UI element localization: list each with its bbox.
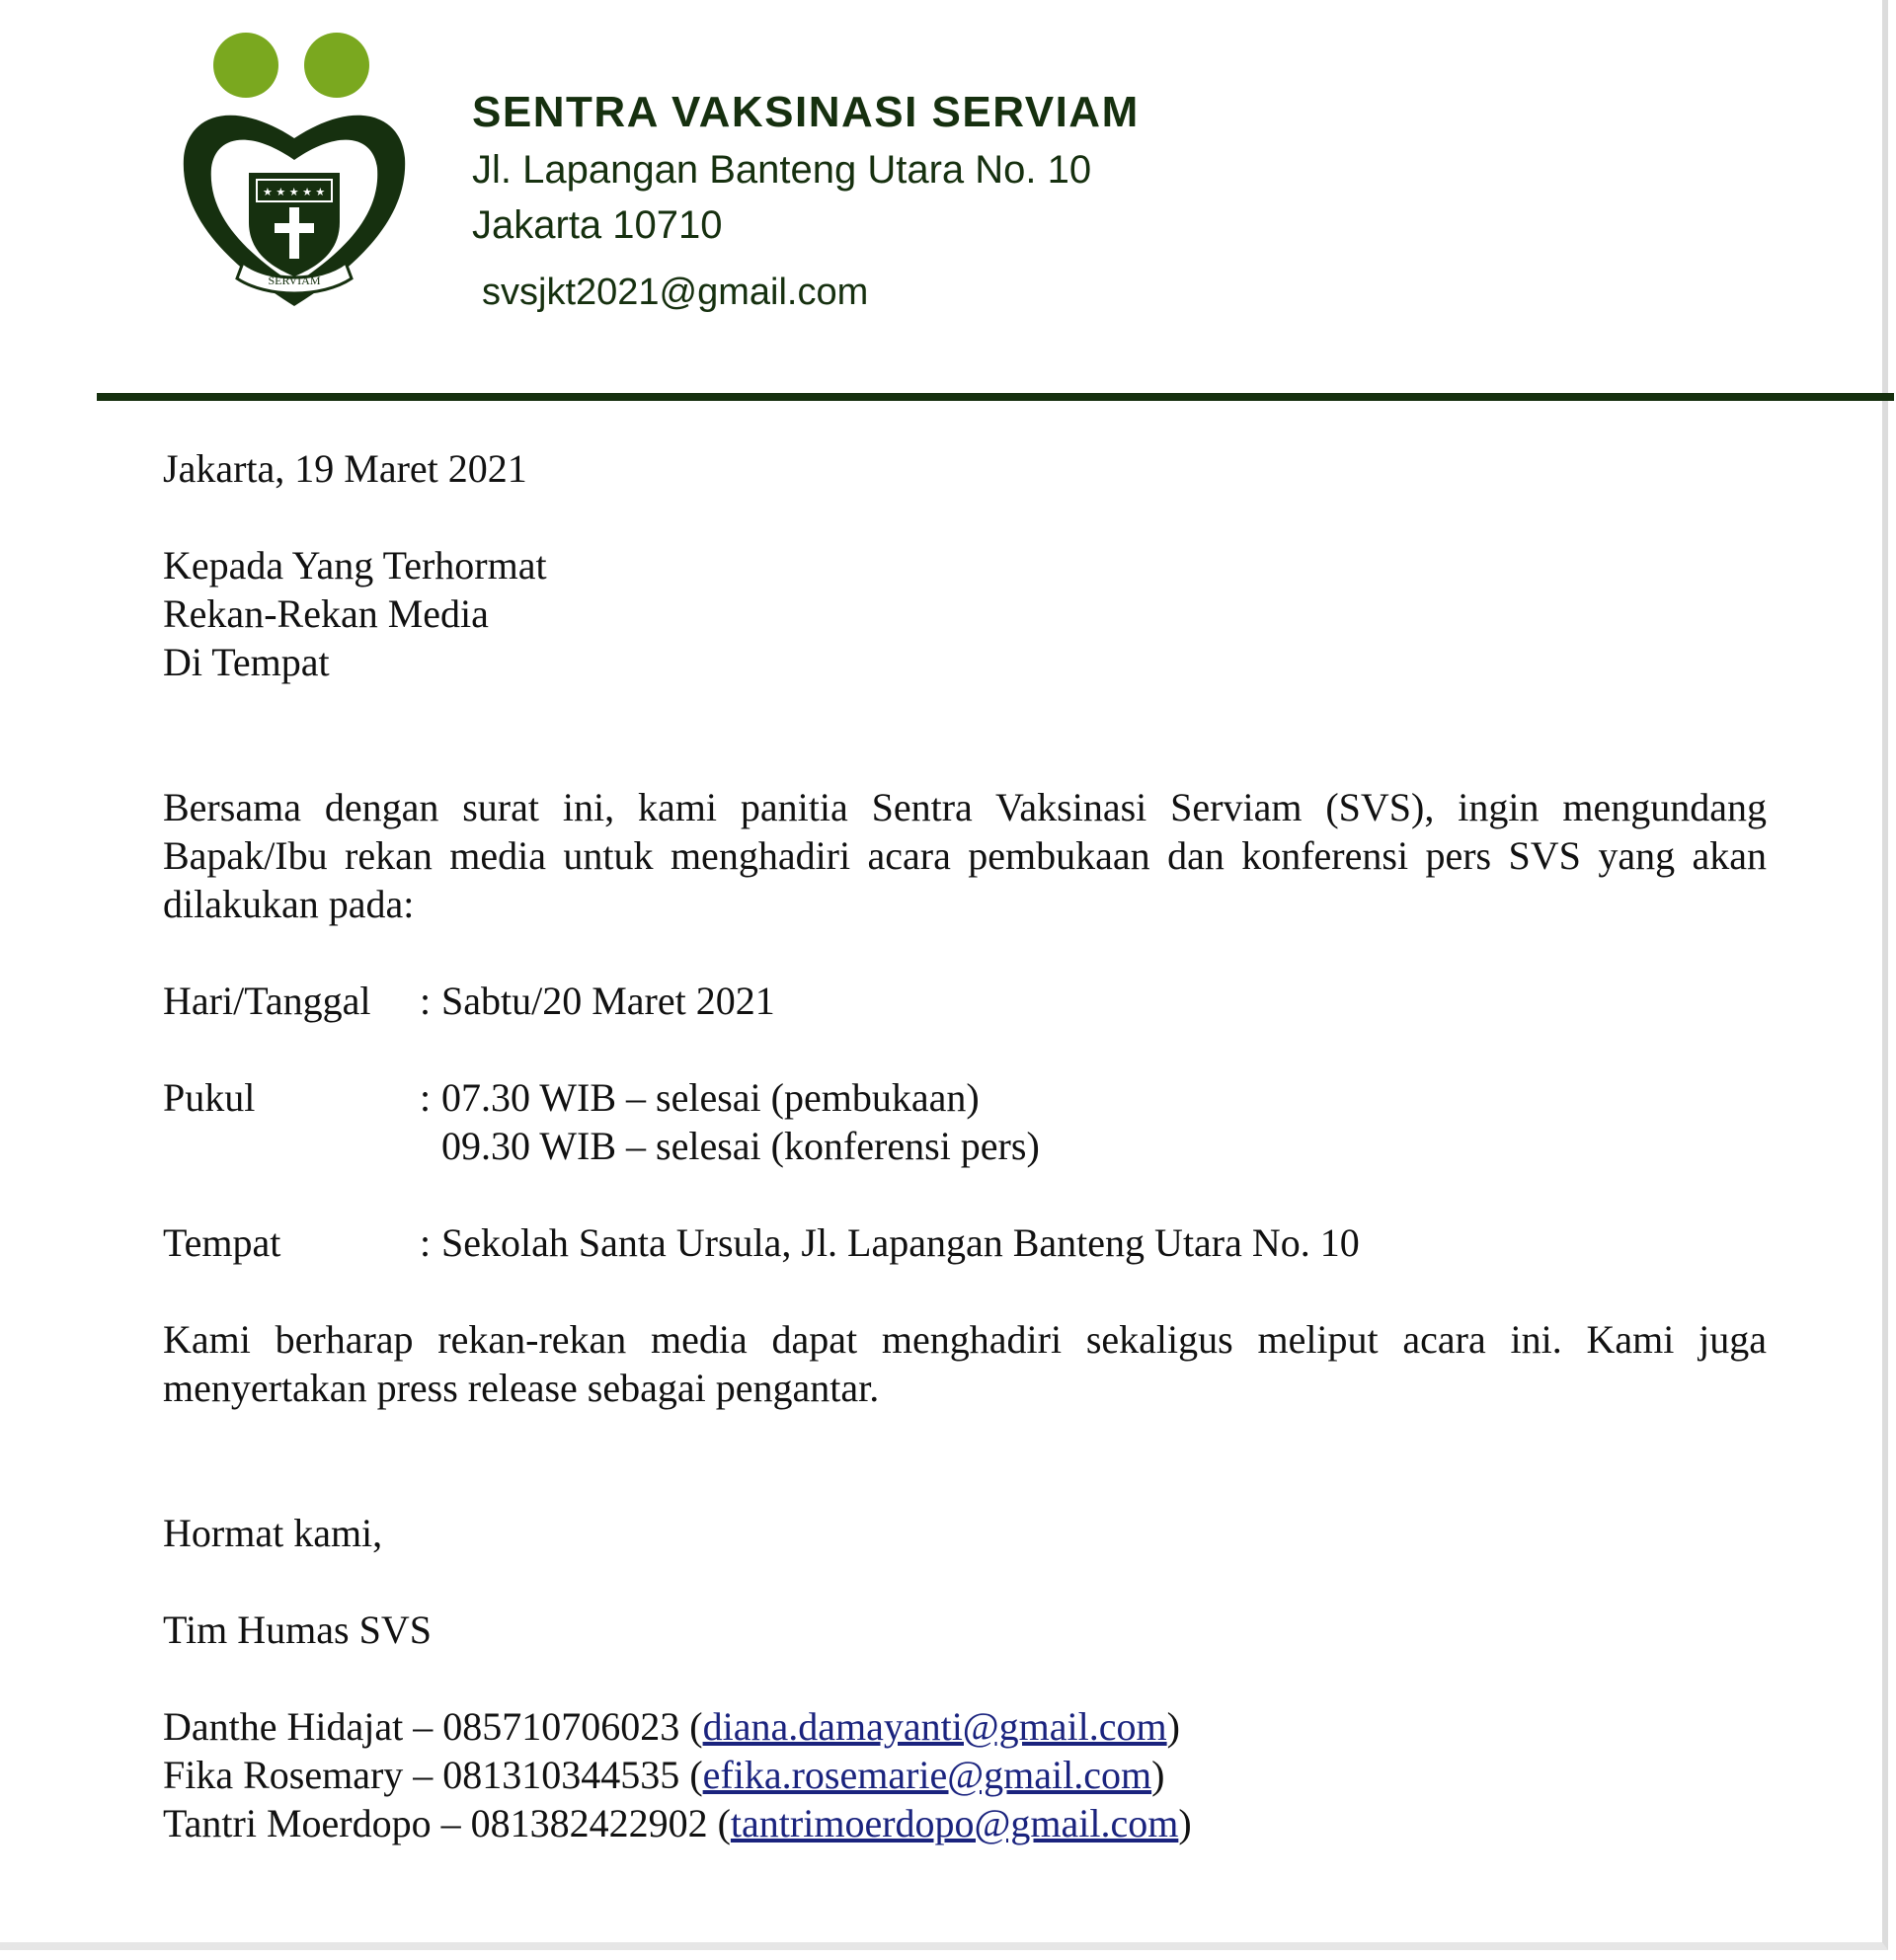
recipient-line1: Kepada Yang Terhormat bbox=[163, 543, 547, 588]
contact-email-link[interactable]: diana.damayanti@gmail.com bbox=[702, 1704, 1167, 1749]
close-paren: ) bbox=[1166, 1704, 1180, 1749]
close-paren: ) bbox=[1151, 1753, 1165, 1797]
detail-time-label: Pukul bbox=[163, 1075, 256, 1120]
contact-email-link[interactable]: tantrimoerdopo@gmail.com bbox=[730, 1801, 1179, 1845]
detail-day bbox=[163, 977, 1767, 1025]
letter-body bbox=[163, 444, 1767, 1847]
org-address-line1: Jl. Lapangan Banteng Utara No. 10 bbox=[472, 148, 1092, 192]
detail-day-label: Hari/Tanggal bbox=[163, 979, 371, 1023]
contact-line bbox=[163, 1702, 1767, 1751]
detail-place-value: Sekolah Santa Ursula, Jl. Lapangan Banteng Utara No. 10 bbox=[441, 1220, 1360, 1265]
contact-name-phone: Danthe Hidajat – 085710706023 bbox=[163, 1704, 690, 1749]
place-date: Jakarta, 19 Maret 2021 bbox=[163, 446, 527, 491]
detail-time-value2: 09.30 WIB – selesai (konferensi pers) bbox=[441, 1124, 1040, 1168]
salutation: Hormat kami, bbox=[163, 1511, 383, 1555]
detail-place-label: Tempat bbox=[163, 1220, 281, 1265]
detail-day-value: Sabtu/20 Maret 2021 bbox=[441, 979, 775, 1023]
contact-name-phone: Tantri Moerdopo – 081382422902 bbox=[163, 1801, 718, 1845]
recipient-line2: Rekan-Rekan Media bbox=[163, 591, 489, 636]
detail-day-colon: : bbox=[420, 979, 432, 1023]
open-paren: ( bbox=[717, 1801, 731, 1845]
letterhead bbox=[472, 83, 1140, 320]
contact-line bbox=[163, 1799, 1767, 1847]
closing-paragraph: Kami berharap rekan-rekan media dapat menghadiri sekaligus meliput acara ini. Kami juga menyertakan press release sebagai pengantar. bbox=[163, 1317, 1767, 1410]
svg-text:SERVIAM: SERVIAM bbox=[268, 274, 321, 287]
detail-time-values bbox=[441, 1073, 1767, 1170]
detail-time-value1: 07.30 WIB – selesai (pembukaan) bbox=[441, 1075, 980, 1120]
team-name: Tim Humas SVS bbox=[163, 1607, 432, 1652]
detail-place-colon: : bbox=[420, 1220, 432, 1265]
recipient-line3: Di Tempat bbox=[163, 640, 330, 684]
contact-email-link[interactable]: efika.rosemarie@gmail.com bbox=[702, 1753, 1152, 1797]
intro-paragraph: Bersama dengan surat ini, kami panitia Sentra Vaksinasi Serviam (SVS), ingin mengundang Bapak/Ibu rekan media untuk menghadiri acara pembukaan dan konferensi pers SVS yang akan dilakukan pada: bbox=[163, 785, 1767, 926]
open-paren: ( bbox=[689, 1704, 703, 1749]
close-paren: ) bbox=[1178, 1801, 1192, 1845]
contact-line bbox=[163, 1751, 1767, 1799]
open-paren: ( bbox=[689, 1753, 703, 1797]
detail-time bbox=[163, 1073, 1767, 1170]
org-email: svsjkt2021@gmail.com bbox=[482, 272, 869, 313]
org-address-line2: Jakarta 10710 bbox=[472, 203, 723, 247]
detail-time-colon: : bbox=[420, 1075, 432, 1120]
svs-logo-icon bbox=[180, 30, 409, 312]
svg-text:★ ★ ★ ★ ★: ★ ★ ★ ★ ★ bbox=[263, 186, 326, 198]
detail-place bbox=[163, 1218, 1767, 1267]
contact-name-phone: Fika Rosemary – 081310344535 bbox=[163, 1753, 690, 1797]
org-name: SENTRA VAKSINASI SERVIAM bbox=[472, 88, 1140, 136]
letterhead-divider bbox=[97, 393, 1894, 401]
